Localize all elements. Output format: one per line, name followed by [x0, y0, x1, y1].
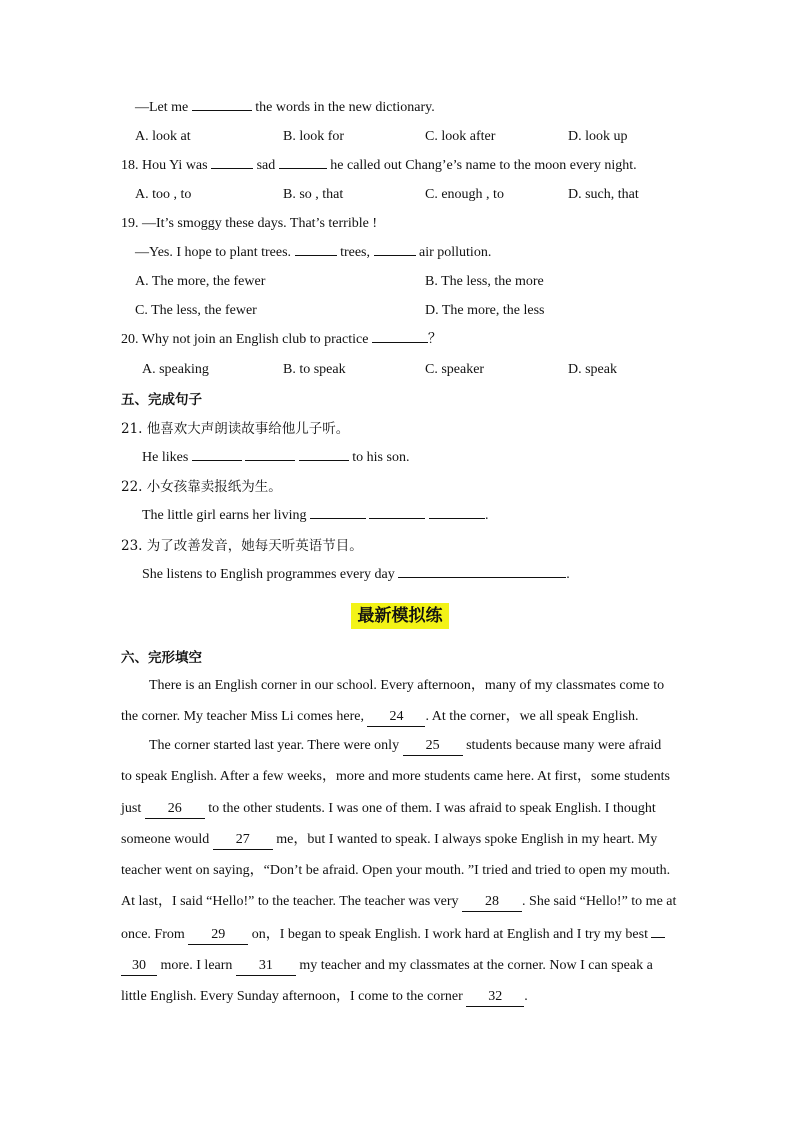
blank-31: 31 [236, 957, 296, 976]
q20-option-a: A. speaking [142, 362, 209, 377]
passage-line-2 [121, 708, 681, 727]
q17-stem [135, 99, 435, 117]
q17-blank [192, 110, 252, 111]
passage-line-4: to speak English. After a few weeks，more and more students came here. At first，some students [121, 769, 670, 784]
q22-blank-3 [429, 518, 485, 519]
q22-english-p2: . [484, 508, 489, 523]
q22-blank-2 [369, 518, 425, 519]
q18-option-a: A. too , to [135, 187, 192, 202]
passage-line-2-end: . At the corner，we all speak English. [425, 709, 639, 724]
q19-blank-1 [295, 255, 337, 256]
q22-english-p1: The little girl earns her living [142, 508, 310, 523]
q22-english [142, 507, 488, 525]
q18-stem-p3: he called out Chang’e’s name to the moon every night. [326, 158, 637, 173]
q23-chinese: 23. 为了改善发音，她每天听英语节目。 [121, 538, 363, 554]
q23-blank [398, 577, 566, 578]
q20-option-d: D. speak [568, 362, 617, 377]
q20-option-c: C. speaker [425, 362, 485, 377]
passage-line-8-end: . She said “Hello!” to me at [522, 894, 677, 909]
blank-27: 27 [213, 831, 273, 850]
passage-line-1: There is an English corner in our school. Every afternoon，many of my classmates come to [149, 678, 665, 693]
q23-english [142, 566, 570, 584]
q18-option-d: D. such, that [568, 187, 639, 202]
q19-line1: 19. —It’s smoggy these days. That’s terrible ! [121, 216, 377, 231]
section6-heading: 六、完形填空 [121, 650, 202, 666]
q19-stem-p1: —Yes. I hope to plant trees. [135, 245, 295, 260]
q20-stem-p2: ？ [427, 332, 442, 347]
q19-stem-p2: trees, [336, 245, 374, 260]
passage-line-8 [121, 893, 681, 912]
blank-24: 24 [367, 708, 425, 727]
q19-option-d: D. The more, the less [425, 303, 545, 318]
passage-line-3-end: students because many were afraid [462, 738, 662, 753]
passage-line-6-end: me，but I wanted to speak. I always spoke English in my heart. My [272, 832, 658, 847]
passage-line-5-start: just [121, 801, 145, 816]
q17-stem-post: the words in the new dictionary. [251, 100, 435, 115]
blank-25: 25 [403, 737, 463, 756]
passage-line-5-end: to the other students. I was one of them. I was afraid to speak English. I thought [204, 801, 656, 816]
q21-english-p2: to his son. [348, 450, 410, 465]
passage-line-10 [121, 957, 681, 976]
passage-line-5 [121, 800, 681, 819]
passage-line-6 [121, 831, 681, 850]
q21-blank-1 [192, 460, 242, 461]
q17-option-a: A. look at [135, 129, 191, 144]
blank-28: 28 [462, 893, 522, 912]
passage-line-10-end: my teacher and my classmates at the corner. Now I can speak a [295, 958, 653, 973]
blank-26: 26 [145, 800, 205, 819]
q19-stem [135, 244, 491, 262]
q23-english-p1: She listens to English programmes every day [142, 567, 399, 582]
q19-option-c: C. The less, the fewer [135, 303, 257, 318]
passage-line-9-start: once. From [121, 927, 189, 942]
passage-line-7: teacher went on saying，“Don’t be afraid. Open your mouth. ”I tried and tried to open my mouth. [121, 863, 671, 878]
passage-line-10-middle: more. I learn [157, 958, 236, 973]
section5-heading: 五、完成句子 [121, 392, 202, 408]
q19-option-b: B. The less, the more [425, 274, 544, 289]
q21-english-p1: He likes [142, 450, 192, 465]
q17-option-c: C. look after [425, 129, 496, 144]
passage-line-9-end: on，I began to speak English. I work hard at English and I try my best [248, 927, 652, 942]
q22-blank-1 [310, 518, 366, 519]
practice-banner: 最新模拟练 [351, 603, 449, 629]
blank-29: 29 [188, 926, 248, 945]
q17-option-d: D. look up [568, 129, 628, 144]
q18-option-b: B. so , that [283, 187, 344, 202]
passage-line-3-start: The corner started last year. There were only [149, 738, 403, 753]
q18-stem-p1: 18. Hou Yi was [121, 158, 212, 173]
passage-line-6-start: someone would [121, 832, 213, 847]
q21-english [142, 449, 409, 467]
q19-stem-p3: air pollution. [415, 245, 492, 260]
q20-blank [372, 342, 428, 343]
passage-line-11 [121, 988, 681, 1007]
passage-line-9 [121, 926, 681, 945]
q21-blank-3 [299, 460, 349, 461]
blank-32: 32 [466, 988, 524, 1007]
q17-stem-pre: —Let me [135, 100, 192, 115]
q23-english-p2: . [566, 567, 570, 582]
passage-line-8-start: At last，I said “Hello!” to the teacher. The teacher was very [121, 894, 463, 909]
passage-line-11-end: . [524, 989, 528, 1004]
q18-stem [121, 157, 637, 175]
q19-option-a: A. The more, the fewer [135, 274, 266, 289]
q20-option-b: B. to speak [283, 362, 346, 377]
q22-chinese: 22. 小女孩靠卖报纸为生。 [121, 479, 282, 495]
q20-stem-p1: 20. Why not join an English club to practice [121, 332, 372, 347]
q21-blank-2 [245, 460, 295, 461]
passage-line-3 [149, 737, 709, 756]
q18-option-c: C. enough , to [425, 187, 504, 202]
q18-blank-2 [279, 168, 327, 169]
blank-30-start [651, 937, 665, 938]
q17-option-b: B. look for [283, 129, 345, 144]
q18-stem-p2: sad [253, 158, 279, 173]
passage-line-11-start: little English. Every Sunday afternoon，I come to the corner [121, 989, 467, 1004]
q18-blank-1 [211, 168, 253, 169]
passage-line-2-start: the corner. My teacher Miss Li comes here, [121, 709, 368, 724]
q21-chinese: 21. 他喜欢大声朗读故事给他儿子听。 [121, 421, 350, 437]
blank-30: 30 [121, 957, 157, 976]
q19-blank-2 [374, 255, 416, 256]
q20-stem [121, 331, 442, 349]
